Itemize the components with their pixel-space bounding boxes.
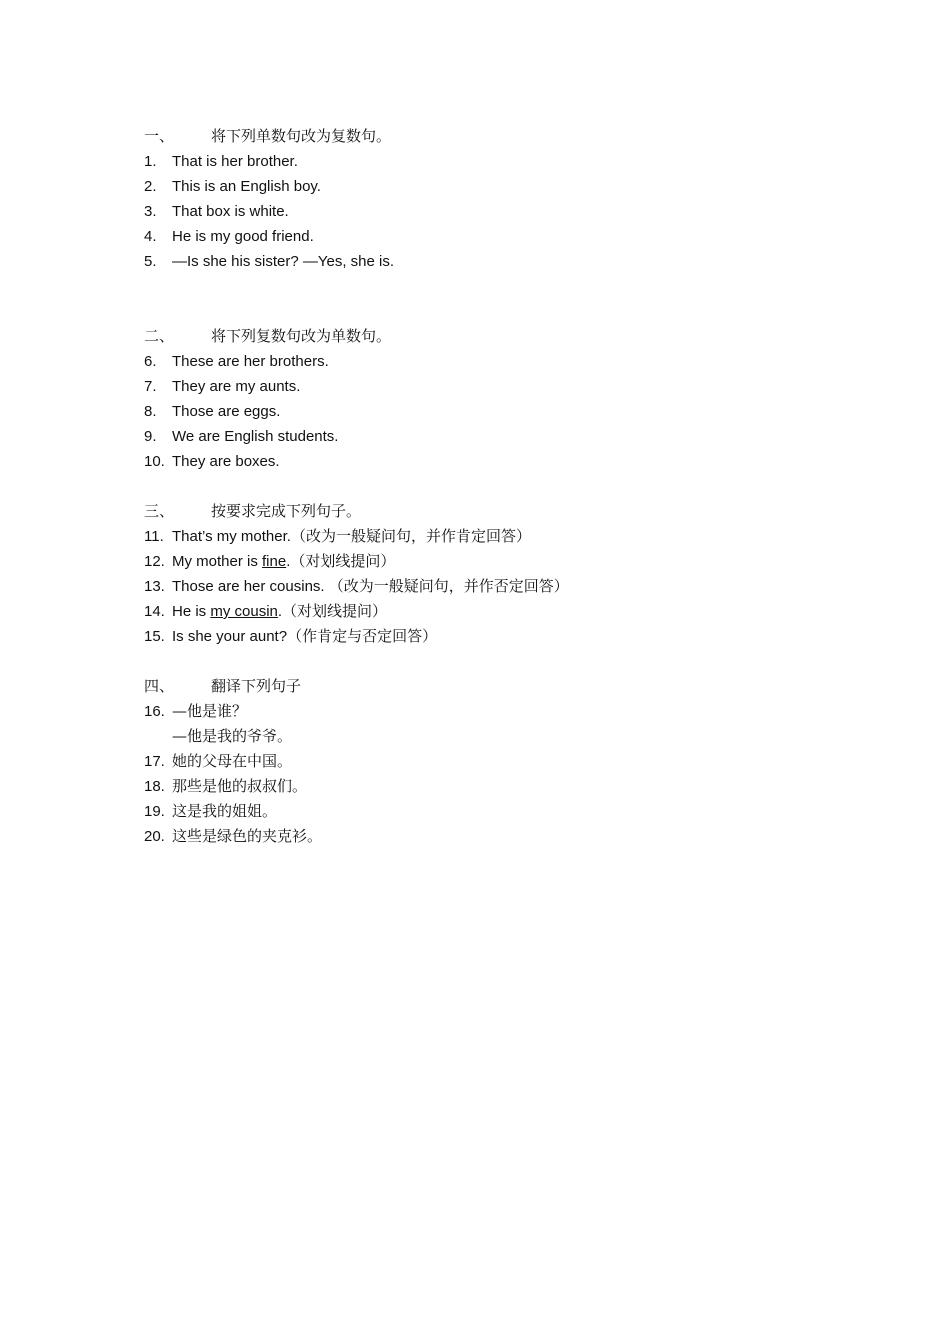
item-text: 那些是他的叔叔们。 [172,777,308,795]
section-title: 将下列复数句改为单数句。 [211,327,392,345]
item-text: They are my aunts. [172,378,301,395]
item-text: . [277,603,283,620]
item-number: 20. [144,828,165,845]
item-number: 18. [144,778,165,795]
item-number: 12. [144,553,165,570]
item-number: 7. [144,378,157,395]
item-text: —Is she his sister? —Yes, she is. [172,253,395,270]
item-number: 14. [144,603,165,620]
list-item [144,174,844,199]
item-number: 10. [144,453,165,470]
item-number: 6. [144,353,157,370]
list-item [144,624,844,649]
section-spacer [144,274,844,324]
list-item [144,524,844,549]
item-number: 5. [144,253,157,270]
underlined-text: fine [262,553,287,570]
item-text: Those are her cousins. [172,578,329,595]
item-text: This is an English boy. [172,178,321,195]
item-number: 17. [144,753,165,770]
section-title: 按要求完成下列句子。 [211,502,362,520]
item-instruction: （对划线提问） [290,552,396,570]
item-text: 这些是绿色的夹克衫。 [172,827,323,845]
item-number: 4. [144,228,157,245]
section-title: 将下列单数句改为复数句。 [211,127,392,145]
list-item [144,374,844,399]
item-instruction: （改为一般疑问句，并作否定回答） [328,577,569,595]
item-number: 15. [144,628,165,645]
section-heading [144,124,844,149]
list-item [144,199,844,224]
item-number: 9. [144,428,157,445]
item-text: —他是我的爷爷。 [172,727,293,745]
list-item [144,774,844,799]
list-item [144,349,844,374]
section-title: 翻译下列句子 [211,677,302,695]
section-heading [144,499,844,524]
section-spacer [144,474,844,499]
item-number: 13. [144,578,165,595]
list-item [144,249,844,274]
section-number: 一、 [144,127,175,145]
item-number: 2. [144,178,157,195]
item-text: That is her brother. [172,153,298,170]
list-item [144,574,844,599]
item-text: That’s my mother. [172,528,291,545]
list-item [144,424,844,449]
list-item [144,799,844,824]
item-text: Is she your aunt? [172,628,288,645]
item-instruction: （对划线提问） [282,602,388,620]
item-instruction: （作肯定与否定回答） [287,627,438,645]
item-number: 16. [144,703,165,720]
item-text: My mother is [172,553,263,570]
worksheet-content [144,124,844,849]
list-item [144,399,844,424]
item-text: These are her brothers. [172,353,329,370]
item-number: 19. [144,803,165,820]
list-item-continuation [144,724,844,749]
item-text: They are boxes. [172,453,280,470]
item-text: Those are eggs. [172,403,281,420]
item-number: 3. [144,203,157,220]
item-text: 她的父母在中国。 [172,752,293,770]
list-item [144,549,844,574]
item-text: —他是谁？ [172,702,248,720]
list-item [144,149,844,174]
section-heading [144,324,844,349]
list-item [144,599,844,624]
item-text: He is [172,603,211,620]
list-item [144,824,844,849]
item-number: 1. [144,153,157,170]
section-number: 四、 [144,677,175,695]
underlined-text: my cousin [210,603,278,620]
item-text: He is my good friend. [172,228,314,245]
list-item [144,449,844,474]
list-item [144,224,844,249]
list-item [144,699,844,724]
item-instruction: （改为一般疑问句，并作肯定回答） [290,527,531,545]
section-number: 二、 [144,327,175,345]
item-text: We are English students. [172,428,339,445]
item-text: 这是我的姐姐。 [172,802,278,820]
section-heading [144,674,844,699]
section-number: 三、 [144,502,175,520]
list-item [144,749,844,774]
item-number: 11. [144,528,164,545]
item-text: That box is white. [172,203,289,220]
item-text: . [286,553,291,570]
item-number: 8. [144,403,157,420]
section-spacer [144,649,844,674]
